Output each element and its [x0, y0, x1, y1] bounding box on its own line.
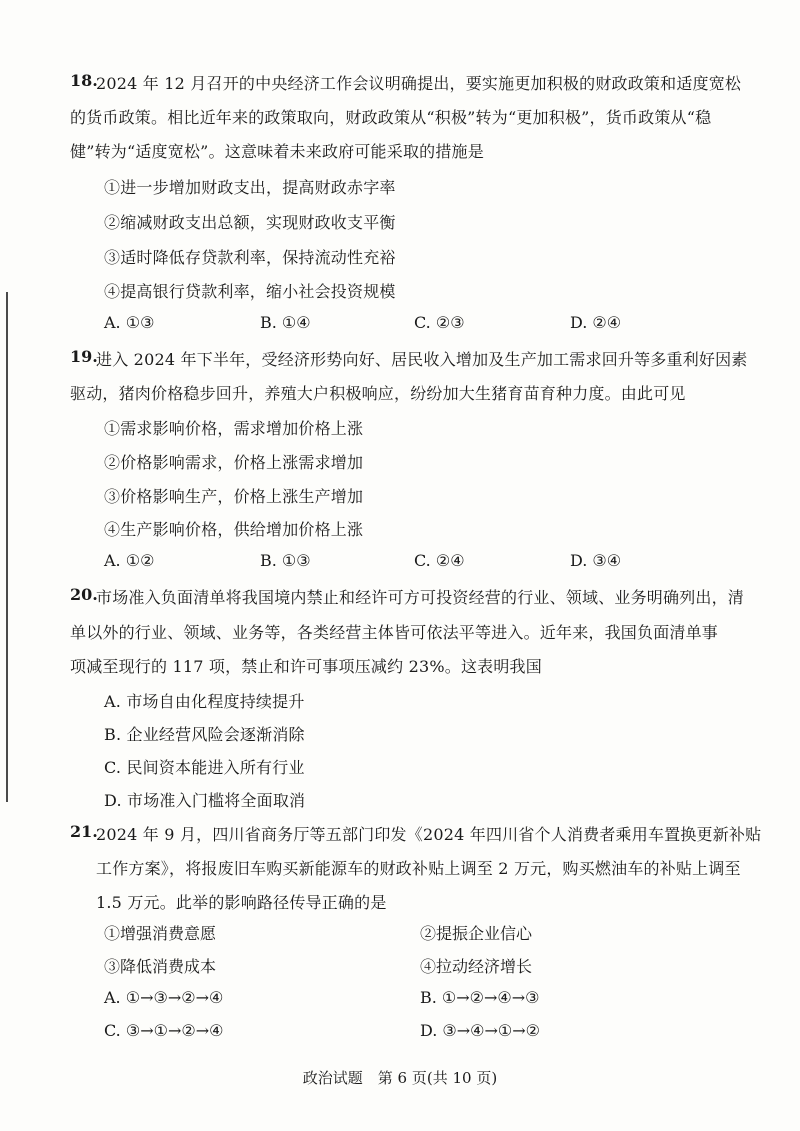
- question-19-item-1: ①需求影响价格，需求增加价格上涨: [104, 419, 364, 438]
- question-19-item-3: ③价格影响生产，价格上涨生产增加: [104, 487, 364, 506]
- question-19-number: 19.: [70, 347, 98, 366]
- question-21-number: 21.: [70, 822, 98, 841]
- question-21-stem-line-3: 1.5 万元。此举的影响路径传导正确的是: [96, 893, 387, 912]
- question-21-item-4: ④拉动经济增长: [420, 957, 533, 976]
- question-18-stem-line-2: 的货币政策。相比近年来的政策取向，财政政策从“积极”转为“更加积极”，货币政策从“稳: [70, 108, 712, 127]
- binding-margin-line: [6, 292, 8, 802]
- question-21-item-2: ②提振企业信心: [420, 924, 533, 943]
- question-20-stem-line-2: 单以外的行业、领域、业务等，各类经营主体皆可依法平等进入。近年来，我国负面清单事: [70, 623, 719, 642]
- question-18-choice-c[interactable]: C. ②③: [414, 313, 465, 332]
- question-19-stem-line-1: 进入 2024 年下半年，受经济形势向好、居民收入增加及生产加工需求回升等多重利好因素: [96, 350, 748, 369]
- question-18-item-2: ②缩减财政支出总额，实现财政收支平衡: [104, 213, 396, 232]
- question-21-item-3: ③降低消费成本: [104, 957, 217, 976]
- question-21-item-1: ①增强消费意愿: [104, 924, 217, 943]
- question-19-choice-d[interactable]: D. ③④: [570, 551, 622, 570]
- question-18-choice-d[interactable]: D. ②④: [570, 313, 622, 332]
- question-19-choice-a[interactable]: A. ①②: [104, 551, 155, 570]
- question-21-choice-b[interactable]: B. ①→②→④→③: [420, 988, 540, 1007]
- question-21-choice-d[interactable]: D. ③→④→①→②: [420, 1021, 541, 1040]
- question-18-choice-a[interactable]: A. ①③: [104, 313, 155, 332]
- question-20-stem-line-1: 市场准入负面清单将我国境内禁止和经许可方可投资经营的行业、领域、业务明确列出，清: [96, 588, 745, 607]
- question-20-option-c[interactable]: C. 民间资本能进入所有行业: [104, 758, 305, 777]
- question-18-choice-b[interactable]: B. ①④: [260, 313, 311, 332]
- question-21-stem-line-1: 2024 年 9 月，四川省商务厅等五部门印发《2024 年四川省个人消费者乘用车置换更新补贴: [96, 825, 762, 844]
- question-19-stem-line-2: 驱动，猪肉价格稳步回升，养殖大户积极响应，纷纷加大生猪育苗育种力度。由此可见: [70, 384, 686, 403]
- question-18-item-4: ④提高银行贷款利率，缩小社会投资规模: [104, 282, 396, 301]
- page-footer: 政治试题 第 6 页(共 10 页): [302, 1069, 498, 1087]
- question-20-stem-line-3: 项减至现行的 117 项，禁止和许可事项压减约 23%。这表明我国: [70, 657, 542, 676]
- question-18-number: 18.: [70, 71, 98, 90]
- question-19-choice-c[interactable]: C. ②④: [414, 551, 465, 570]
- question-19-item-4: ④生产影响价格，供给增加价格上涨: [104, 520, 364, 539]
- question-21-choice-c[interactable]: C. ③→①→②→④: [104, 1021, 224, 1040]
- question-20-number: 20.: [70, 585, 98, 604]
- question-18-item-1: ①进一步增加财政支出，提高财政赤字率: [104, 178, 396, 197]
- question-20-option-b[interactable]: B. 企业经营风险会逐渐消除: [104, 725, 305, 744]
- question-20-option-d[interactable]: D. 市场准入门槛将全面取消: [104, 791, 306, 810]
- question-21-stem-line-2: 工作方案》，将报废旧车购买新能源车的财政补贴上调至 2 万元，购买燃油车的补贴上调至: [96, 859, 741, 878]
- question-18-stem-line-1: 2024 年 12 月召开的中央经济工作会议明确提出，要实施更加积极的财政政策和适度宽松: [96, 74, 742, 93]
- question-18-stem-line-3: 健”转为“适度宽松”。这意味着未来政府可能采取的措施是: [70, 142, 484, 161]
- question-18-item-3: ③适时降低存贷款利率，保持流动性充裕: [104, 248, 396, 267]
- question-19-choice-b[interactable]: B. ①③: [260, 551, 311, 570]
- question-21-choice-a[interactable]: A. ①→③→②→④: [104, 988, 224, 1007]
- question-20-option-a[interactable]: A. 市场自由化程度持续提升: [104, 692, 305, 711]
- question-19-item-2: ②价格影响需求，价格上涨需求增加: [104, 453, 364, 472]
